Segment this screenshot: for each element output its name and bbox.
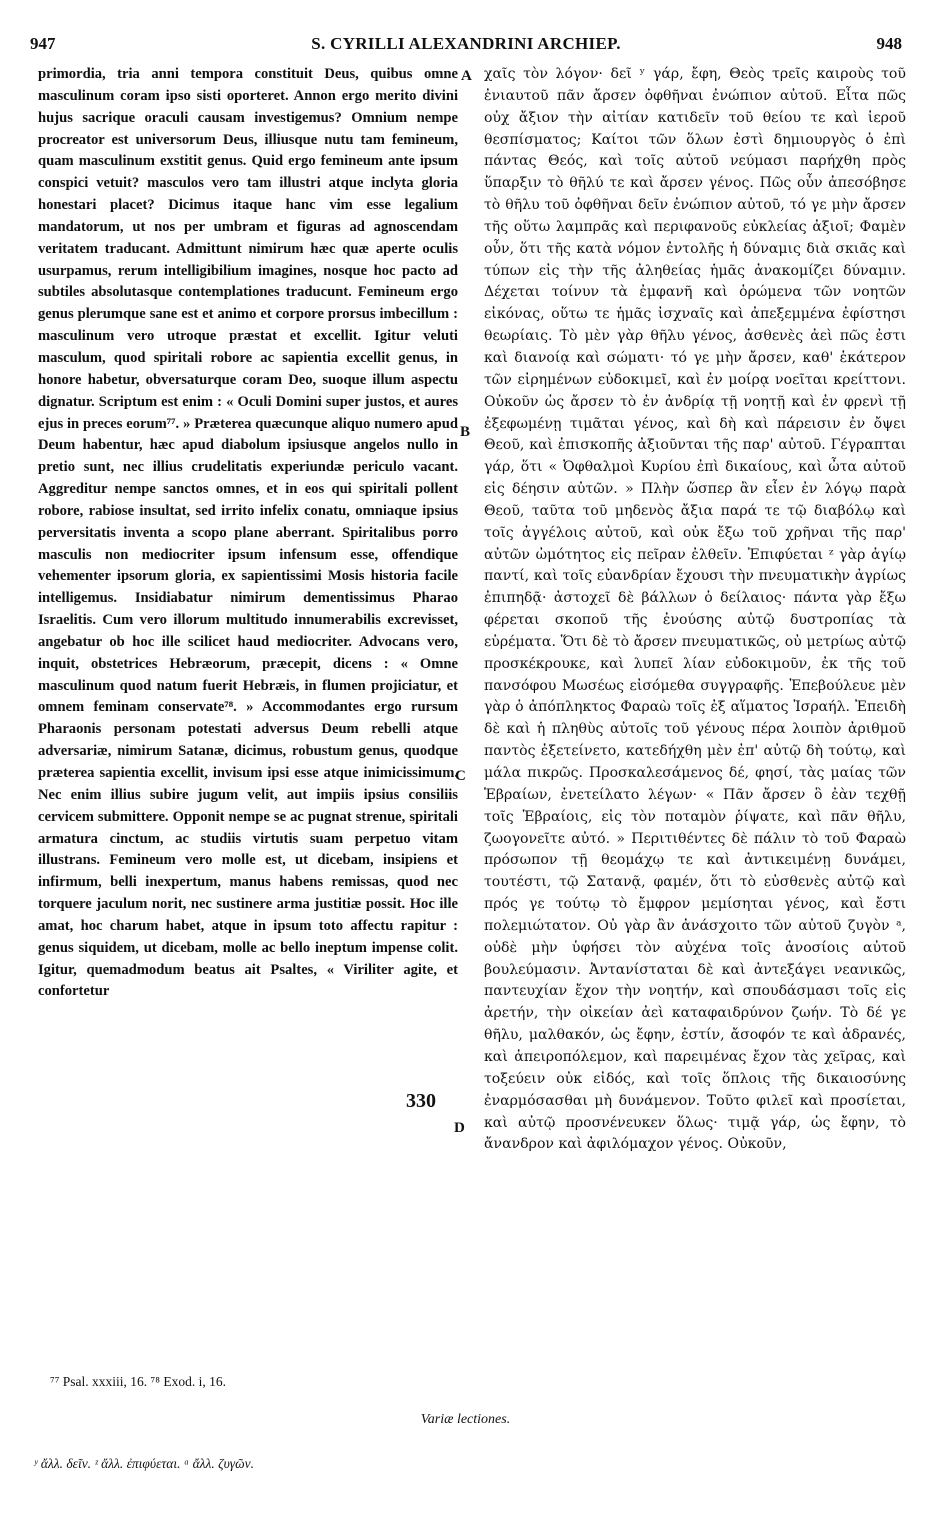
variae-lectiones-title: Variæ lectiones. — [420, 1412, 511, 1427]
page-number-left: 947 — [30, 34, 56, 53]
latin-column — [38, 64, 458, 1376]
greek-text: χαῖς τὸν λόγον· δεῖ ʸ γάρ, ἔφη, Θεὸς τρεῖς καιροὺς τοῦ ἐνιαυτοῦ πᾶν ἄρσεν ὀφθῆναι ἐνώπιον αὐτοῦ. Εἶτα πῶς οὐχ ἄξιον τὴν αἰτίαν κατιδεῖν τοῦ θείου τε καὶ ἱεροῦ θεσπίσματος; Καίτοι τῶν ὅλων ἐστὶ δημιουργὸς ὁ ἐπὶ πάντας Θεός, καὶ τοῖς αὐτοῦ νεύμασι παρήχθη πρὸς ὕπαρξιν τὸ θῆλύ τε καὶ ἄρσεν γένος. Πῶς οὖν ἀπεσόβησε τὸ θῆλυ τοῦ ὀφθῆναι δεῖν ἐνώπιον αὐτοῦ, τό γε μὴν ἄρσεν τῆς οὕτω λαμπρᾶς καὶ περιφανοῦς εὐκλείας ἀξιοῖ; Φαμὲν οὖν, ὅτι τῆς κατὰ νόμον ἐντολῆς ἡ δύναμις διὰ σκιᾶς καὶ τύπων εἰς τὴν τῆς ἀληθείας ἡμᾶς ἀνακομίζει δύναμιν. Δέχεται τοίνυν τὰ ἐμφανῆ καὶ ὁρώμενα τῶν νοητῶν εἰκόνας, οὕτω τε ἡμᾶς ἰσχναῖς καὶ ἀπεξεμμένα ἐφίστησι θεωρίαις. Τὸ μὲν γὰρ θῆλυ γένος, ἀσθενὲς ἀεὶ πῶς ἐστι καὶ διανοίᾳ καὶ σώματι· τό γε μὴν ἄρσεν, καθ' ἑκάτερον τῶν εἰρημένων εὐδοκιμεῖ, καὶ ἐν μοίρᾳ νοεῖται κρείττονι. Οὐκοῦν ὡς ἄρσεν τὸ ἐν ἀνδρίᾳ τῇ νοητῇ καὶ ἐν φρενὶ τῇ ἐξεφωμένῃ τιμᾶται γένος, καὶ δὴ καὶ πάρεισιν ἐν ὄψει Θεοῦ, καὶ ἐπισκοπῆς ἀξιοῦνται τῆς παρ' αὐτοῦ. Γέγραπται γάρ, ὅτι « Ὀφθαλμοὶ Κυρίου ἐπὶ δικαίους, καὶ ὦτα αὐτοῦ εἰς δέησιν αὐτῶν. » Πλὴν ὥσπερ ἂν εἶεν ἐν λόγῳ παρὰ Θεοῦ, ταῦτα τοῦ μηδενὸς ἄξια παρά τε τῷ διαβόλῳ καὶ τοῖς ἀγγέλοις αὐτοῦ, καὶ οὐκ ἔξω τοῦ χρῆναι τῆς παρ' αὐτῶν ὠμότητος εἰς πεῖραν ἐλθεῖν. Ἐπιφύεται ᶻ γὰρ ἁγίῳ παντί, καὶ τοῖς εὐανδρίαν ἔχουσι τὴν πνευματικὴν ἀγρίως ἐπιπηδᾷ· ἀστοχεῖ δὲ βάλλων ὁ δείλαιος· πάντα γὰρ ἔξω φέρεται σκοποῦ τῆς ἐνούσης αὐτῷ δυστροπίας τὰ εὑρέματα. Ὅτι δὲ τὸ ἄρσεν πνευματικῶς, οὐ μετρίως αὐτῷ προσκέκρουκε, καὶ λυπεῖ λίαν εὐδοκιμοῦν, ἐκ τῆς τοῦ πανσόφου Μωσέως εἰσόμεθα συγγραφῆς. Ἐπεβούλευε μὲν γὰρ ὁ ἀπόπληκτος Φαραὼ τοῖς ἐξ αἵματος Ἰσραήλ. Ἐπειδὴ δὲ καὶ ἡ πληθὺς αὐτοῖς τοῦ γένους πέρα λοιπὸν ἀριθμοῦ παντὸς ἐξετείνετο, κατεδήχθη μὲν ἐπ' αὐτῷ δὴ τούτῳ, καὶ μάλα πικρῶς. Προσκαλεσάμενος δέ, φησί, τὰς μαίας τῶν Ἑβραίων, ἐνετείλατο λέγων· « Πᾶν ἄρσεν ὃ ἐὰν τεχθῇ τοῖς Ἑβραίοις, εἰς τὸν ποταμὸν ῥίψατε, καὶ πᾶν θῆλυ, ζωογονεῖτε αὐτό. » Περιτιθέντες δὲ πάλιν τὸ τοῦ Φαραὼ πρόσωπον τῇ θεομάχῳ τε καὶ ἀντικειμένῃ δυνάμει, τουτέστι, τῷ Σατανᾷ, φαμέν, ὅτι τὸ εὐσθενὲς αὐτῷ καὶ πρός γε τούτῳ τὸ ἔμφρον μεμίσηται γένος, καὶ ἔστι πολεμιώτατον. Οὐ γὰρ ἂν ἀνάσχοιτο τῶν αὐτοῦ ζυγὸν ᵃ, οὐδὲ μὴν ὑφήσει τὸν αὐχένα τοῖς ἀνοσίοις αὐτοῦ βουλεύμασιν. Ἀντανίσταται δὲ καὶ ἀντεξάγει νεανικῶς, παντευχίαν ἔχον τὴν νοητήν, καὶ σπουδάσμασι τοῖς εἰς ἀρετήν, τὴν οἰκείαν ἀεὶ καταφαιδρύνον ζωήν. Τὸ δέ γε θῆλυ, μαλθακόν, ὡς ἔφην, ἐστίν, ἄσοφόν τε καὶ ἀδρανές, καὶ ἀπειροπόλεμον, καὶ παρειμένας ἔχον τὰς χεῖρας, καὶ τοξεύειν οὐκ εἰδός, καὶ τοῖς ὅπλοις τῆς δικαιοσύνης ἐναρμόσασθαι μὴ δυνάμενον. Τοῦτο φιλεῖ καὶ προσίεται, καὶ αὐτῷ προσνένευκεν ὅλως· τιμᾷ γάρ, ὡς ἔφην, τὸ ἄνανδρον καὶ ἀφιλόμαχον γένος. Οὐκοῦν, — [484, 66, 906, 1153]
page-number-right: 948 — [876, 34, 902, 53]
column-number: 330 — [406, 1090, 436, 1112]
running-header — [30, 34, 902, 58]
margin-marker-b: B — [460, 424, 471, 440]
footnotes: ⁷⁷ Psal. xxxiii, 16. ⁷⁸ Exod. i, 16. — [50, 1374, 226, 1389]
greek-column — [484, 64, 906, 1376]
margin-marker-c: C — [455, 768, 466, 784]
latin-text: primordia, tria anni tempora constituit Deus, quibus omne masculinum coram ipso sisti oporteret. Annon ergo merito divini hujus sacrique oraculi causam investigemus? Omnium nempe procreator est universorum Deus, illiusque nutu tam femineum, quam masculinum exstitit genus. Quid ergo femineum ante ipsum conspici vetuit? masculos vero tam illustri atque inclyta gloria honestari placet? Dicimus itaque hanc vim esse legalium mandatorum, ut nos per umbram et figuras ad agnoscendam veritatem traducant. Admittunt nimirum hæc quæ aperte oculis usurpamus, rerum intelligibilium imagines, nosque hoc pacto ad subtiles absolutasque contemplationes traducunt. Femineum ergo genus plerumque sane est et animo et corpore prorsus imbecillum : masculinum vero utroque præstat et excellit. Igitur veluti masculum, quod spiritali robore ac sapientia excellit genus, in honore habetur, obversaturque coram Deo, suoque illum aspectu dignatur. Scriptum est enim : « Oculi Domini super justos, et aures ejus in preces eorum⁷⁷. » Præterea quæcunque aliquo numero apud Deum habentur, hæc apud diabolum ipsiusque angelos nullo in pretio sunt, nec illius crudelitatis experiundæ periculo vacant. Aggreditur nempe sanctos omnes, et in eos qui spiritali pollent robore, rabiose insultat, sed irrito infelix conatu, omniaque ipsius perversitatis inventa a scopo plane aberrant. Spiritalibus porro masculis non mediocriter ipsum infensum esse, offendique vehementer ipsorum gloria, ex sapientissimi Mosis historia facile intelligemus. Insidiabatur nimirum dementissimus Pharao Israelitis. Cum vero illorum multitudo innumerabilis excrevisset, angebatur ob hoc ille scilicet haud mediocriter. Advocans vero, inquit, obstetrices Hebræorum, præcepit, dicens : « Omne masculinum quod natum fuerit Hebræis, in flumen projiciatur, et omnem feminam conservate⁷⁸. » Accommodantes ergo rursum Pharaonis personam potestati adversus Deum rebelli atque adversariæ, nimirum Satanæ, dicimus, robustum genus, quodque præterea sapientia excellit, invisum ipsi esse atque inimicissimum. Nec enim illius subire jugum velit, aut impiis ipsius consiliis cervicem submittere. Opponit nempe se ac pugnat strenue, spiritali armatura cinctum, ac studiis virtutis suam perpetuo vitam illustrans. Femineum vero molle est, ut dicebam, insipiens et infirmum, belli inexpertum, manus habens remissas, quod nec torquere jaculum norit, nec sustinere arma justitiæ possit. Hoc ille amat, hoc charum habet, atque in ipsum toto affectu rapitur : genus siquidem, ut dicebam, molle ac bello ineptum impense colit. Igitur, quemadmodum beatus ait Psaltes, « Viriliter agite, et confortetur — [38, 66, 458, 1000]
margin-marker-a: A — [461, 68, 472, 84]
margin-marker-d: D — [454, 1120, 465, 1136]
variae-lectiones-lines: ʸ ἄλλ. δεῖν. ᶻ ἄλλ. ἐπιφύεται. ᵃ ἄλλ. ζυγῶν. — [34, 1456, 255, 1471]
running-title: S. CYRILLI ALEXANDRINI ARCHIEP. — [311, 34, 621, 53]
